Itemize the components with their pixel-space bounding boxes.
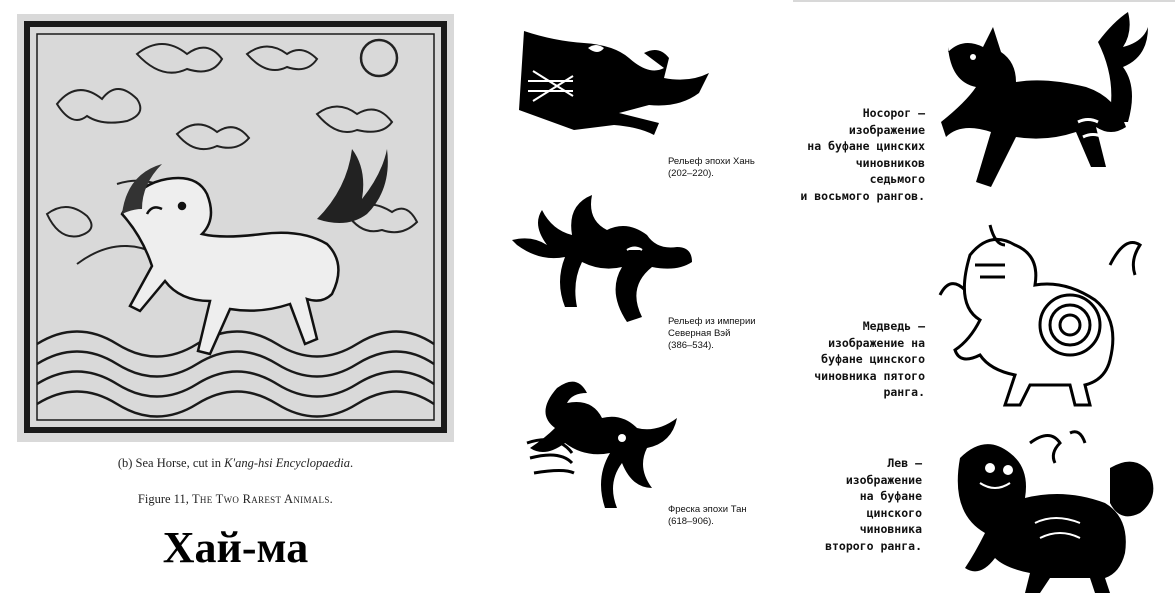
han-relief-dragon-image — [518, 26, 718, 146]
bear-caption: Медведь – изображение на буфане цинского чиновника пятого ранга. — [814, 319, 925, 399]
lion-caption: Лев – изображение на буфане цинского чиновника второго ранга. — [825, 456, 922, 553]
northern-wei-relief-caption: Рельеф из империи Северная Вэй (386–534). — [668, 316, 756, 351]
caption-prefix: (b) Sea Horse, cut in — [117, 456, 225, 470]
woodcut-caption — [17, 456, 454, 471]
figure-title: The Two Rarest Animals. — [191, 492, 334, 506]
northern-wei-relief-dragon-icon — [502, 180, 702, 330]
han-relief-dragon-icon — [518, 26, 718, 146]
caption-suffix: . — [350, 456, 354, 470]
lion-emblem-image — [940, 428, 1170, 596]
han-relief-caption: Рельеф эпохи Хань (202–220). — [668, 156, 755, 179]
rhinoceros-caption: Носорог – изображение на буфане цинских чиновников седьмого и восьмого рангов. — [800, 106, 925, 203]
lion-emblem-icon — [940, 428, 1170, 596]
caption-italic: K'ang-hsi Encyclopaedia — [224, 456, 351, 470]
northern-wei-dragon-image — [502, 180, 702, 330]
page-title: Хай-ма — [162, 523, 309, 572]
rhinoceros-emblem-image — [928, 2, 1168, 212]
bear-emblem-icon — [930, 215, 1155, 410]
figure-number: Figure 11, — [137, 492, 192, 506]
sea-horse-woodcut-image — [17, 14, 454, 442]
bear-emblem-image — [930, 215, 1155, 410]
rhinoceros-emblem-icon — [928, 2, 1168, 212]
tang-fresco-caption: Фреска эпохи Тан (618–906). — [668, 504, 747, 527]
sea-horse-woodcut-icon — [17, 14, 454, 442]
figure-caption — [17, 492, 454, 507]
